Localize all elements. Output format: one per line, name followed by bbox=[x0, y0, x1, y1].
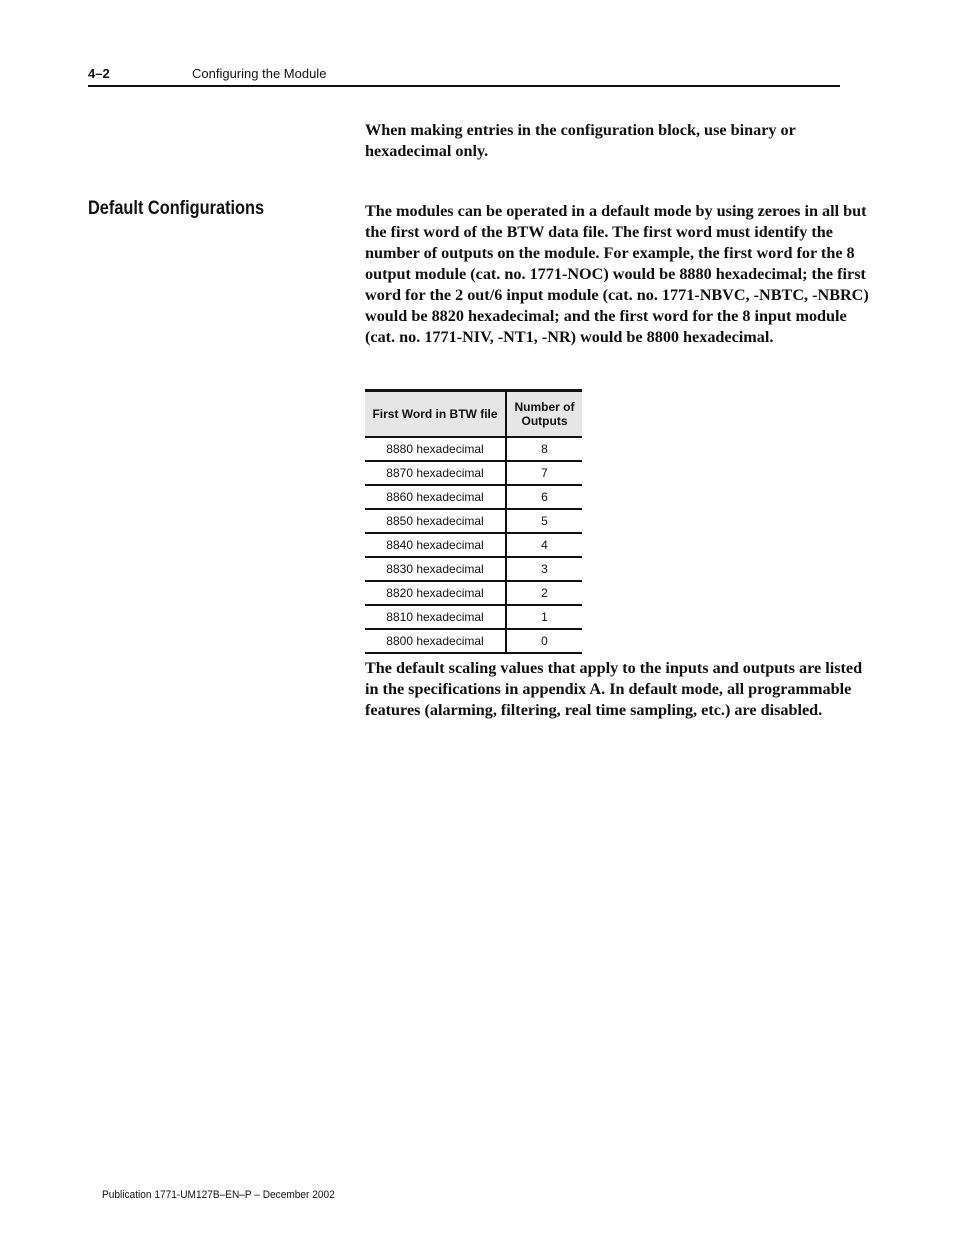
table-cell-first-word: 8810 hexadecimal bbox=[365, 605, 506, 629]
table-row bbox=[365, 509, 582, 533]
table-cell-outputs: 4 bbox=[506, 533, 582, 557]
section-paragraph: The modules can be operated in a default mode by using zeroes in all but the first word of the BTW data file. The first word must identify the number of outputs on the module. For example, the first word for the 8 output module (cat. no. 1771-NOC) would be 8880 hexadecimal; the first word for the 2 out/6 input module (cat. no. 1771-NBVC, -NBTC, -NBRC) would be 8820 hexadecimal; and the first word for the 8 input module (cat. no. 1771-NIV, -NT1, -NR) would be 8800 hexadecimal. bbox=[365, 202, 869, 346]
table-cell-outputs: 3 bbox=[506, 557, 582, 581]
table-cell-outputs: 0 bbox=[506, 629, 582, 653]
table-row bbox=[365, 485, 582, 509]
table-cell-outputs: 8 bbox=[506, 437, 582, 461]
table-row bbox=[365, 533, 582, 557]
publication-footer: Publication 1771-UM127B–EN–P – December 2002 bbox=[102, 1189, 335, 1201]
table-cell-outputs: 5 bbox=[506, 509, 582, 533]
table-cell-first-word: 8850 hexadecimal bbox=[365, 509, 506, 533]
section-heading: Default Configurations bbox=[88, 198, 265, 219]
closing-paragraph: The default scaling values that apply to the inputs and outputs are listed in the specifications in appendix A. In default mode, all programmable features (alarming, filtering, real time sampling, etc.) are disabled. bbox=[365, 659, 863, 719]
page-number: 4–2 bbox=[88, 66, 110, 81]
table-cell-first-word: 8800 hexadecimal bbox=[365, 629, 506, 653]
table-row bbox=[365, 581, 582, 605]
table-header-first-word: First Word in BTW file bbox=[365, 391, 506, 438]
table-cell-first-word: 8830 hexadecimal bbox=[365, 557, 506, 581]
table-row bbox=[365, 629, 582, 653]
table-cell-first-word: 8870 hexadecimal bbox=[365, 461, 506, 485]
table-row bbox=[365, 461, 582, 485]
chapter-title: Configuring the Module bbox=[192, 66, 327, 81]
default-config-table bbox=[365, 389, 582, 654]
table-row bbox=[365, 605, 582, 629]
table-cell-outputs: 7 bbox=[506, 461, 582, 485]
header-rule bbox=[88, 85, 840, 87]
table-cell-first-word: 8860 hexadecimal bbox=[365, 485, 506, 509]
intro-paragraph: When making entries in the configuration block, use binary or hexadecimal only. bbox=[365, 121, 796, 160]
table-header-number-of-outputs: Number of Outputs bbox=[506, 391, 582, 438]
table-header-row bbox=[365, 391, 582, 438]
table-row bbox=[365, 557, 582, 581]
table-cell-first-word: 8820 hexadecimal bbox=[365, 581, 506, 605]
table-cell-first-word: 8880 hexadecimal bbox=[365, 437, 506, 461]
table-cell-outputs: 6 bbox=[506, 485, 582, 509]
table-cell-outputs: 1 bbox=[506, 605, 582, 629]
table-cell-outputs: 2 bbox=[506, 581, 582, 605]
table-row bbox=[365, 437, 582, 461]
table-cell-first-word: 8840 hexadecimal bbox=[365, 533, 506, 557]
